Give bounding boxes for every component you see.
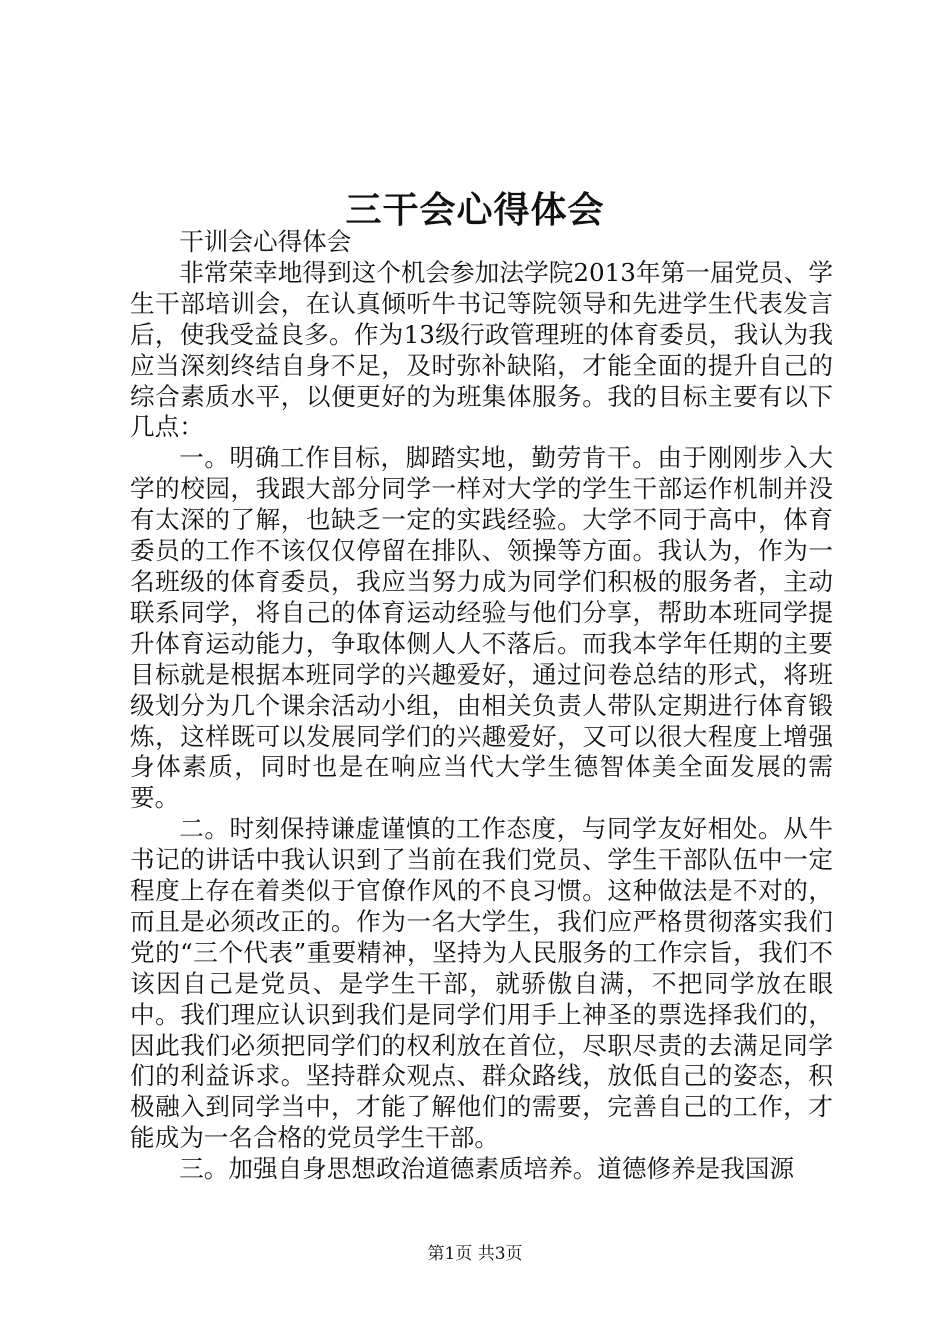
document-title: 三干会心得体会 [345,189,605,231]
paragraph-intro: 非常荣幸地得到这个机会参加法学院2013年第一届党员、学生干部培训会，在认真倾听牛书记等院领导和先进学生代表发言后，使我受益良多。作为13级行政管理班的体育委员，我认为我应当深刻终结自身不足，及时弥补缺陷，才能全面的提升自己的综合素质水平，以便更好的为班集体服务。我的目标主要有以下几点： [130,257,833,442]
document-subtitle: 干训会心得体会 [179,227,352,256]
paragraph-point-2: 二。时刻保持谦虚谨慎的工作态度，与同学友好相处。从牛书记的讲话中我认识到了当前在我们党员、学生干部队伍中一定程度上存在着类似于官僚作风的不良习惯。这种做法是不对的，而且是必须改正的。作为一名大学生，我们应严格贯彻落实我们党的“三个代表”重要精神，坚持为人民服务的工作宗旨，我们不该因自己是党员、是学生干部，就骄傲自满，不把同学放在眼中。我们理应认识到我们是同学们用手上神圣的票选择我们的，因此我们必须把同学们的权利放在首位，尽职尽责的去满足同学们的利益诉求。坚持群众观点、群众路线，放低自己的姿态，积极融入到同学当中，才能了解他们的需要，完善自己的工作，才能成为一名合格的党员学生干部。 [130,814,833,1153]
document-body [130,227,833,1185]
page-number-footer: 第1页 共3页 [427,1244,523,1264]
paragraph-point-1: 一。明确工作目标，脚踏实地，勤劳肯干。由于刚刚步入大学的校园，我跟大部分同学一样对大学的学生干部运作机制并没有太深的了解，也缺乏一定的实践经验。大学不同于高中，体育委员的工作不该仅仅停留在排队、领操等方面。我认为，作为一名班级的体育委员，我应当努力成为同学们积极的服务者，主动联系同学，将自己的体育运动经验与他们分享，帮助本班同学提升体育运动能力，争取体侧人人不落后。而我本学年任期的主要目标就是根据本班同学的兴趣爱好，通过问卷总结的形式，将班级划分为几个课余活动小组，由相关负责人带队定期进行体育锻炼，这样既可以发展同学们的兴趣爱好，又可以很大程度上增强身体素质，同时也是在响应当代大学生德智体美全面发展的需要。 [130,443,833,813]
paragraph-point-3: 三。加强自身思想政治道德素质培养。道德修养是我国源 [179,1154,795,1184]
